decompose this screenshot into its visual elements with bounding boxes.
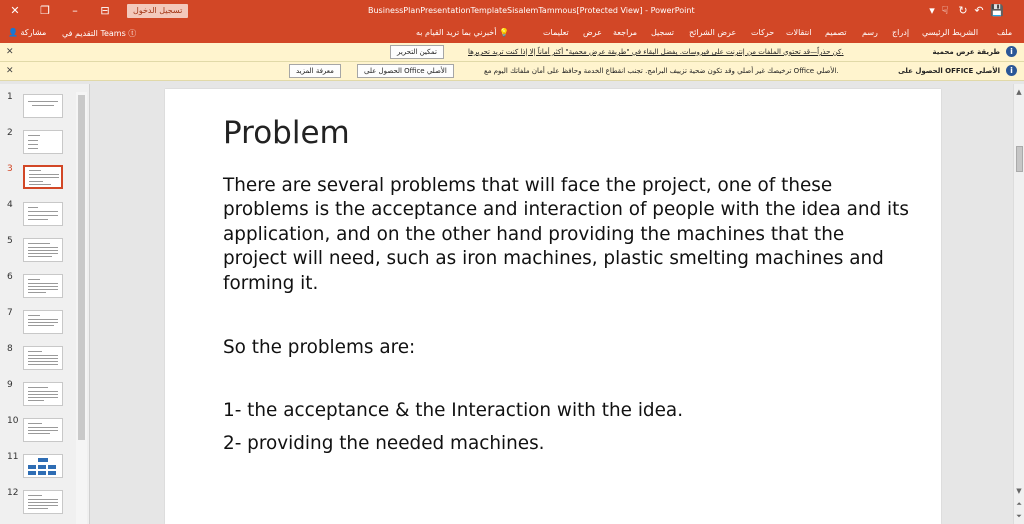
slide-thumbnail[interactable] <box>23 94 63 118</box>
customize-toolbar-icon[interactable]: ▾ <box>929 4 935 17</box>
tab-home[interactable]: الشريط الرئيسي <box>922 28 979 37</box>
tab-insert[interactable]: إدراج <box>892 28 910 37</box>
vertical-scrollbar[interactable] <box>1013 84 1024 524</box>
tab-record[interactable]: تسجيل <box>651 28 674 37</box>
scroll-up-arrow-icon[interactable]: ▲ <box>1016 88 1022 96</box>
learn-more-button[interactable]: معرفة المزيد <box>289 64 341 78</box>
enable-editing-button[interactable]: تمكين التحرير <box>390 45 444 59</box>
slide-thumbnail[interactable] <box>23 310 63 334</box>
scrollbar-thumb[interactable] <box>78 95 85 440</box>
slide-number: 11 <box>7 452 19 462</box>
window-title: BusinessPlanPresentationTemplateSisalemTammous[Protected View] - PowerPoint <box>368 6 695 15</box>
protected-view-message[interactable]: كن حذراً—قد تحتوي الملفات من إنترنت على فيروسات. يفضل البقاء في "طريقة عرض محمية" أكثر أماناً إلا إذا كنت تريد تحريرها. <box>468 48 844 56</box>
thumbnails-scrollbar[interactable] <box>76 92 87 524</box>
minimize-window-icon[interactable]: – <box>72 4 78 17</box>
protected-view-bar <box>0 43 1024 62</box>
genuine-office-heading: الحصول على OFFICE الأصلي <box>898 67 1000 75</box>
tab-review[interactable]: مراجعة <box>613 28 638 37</box>
redo-icon[interactable]: ↻ <box>958 4 968 17</box>
genuine-office-bar <box>0 62 1024 81</box>
get-genuine-office-button[interactable]: الحصول على Office الأصلي <box>357 64 454 78</box>
undo-icon[interactable]: ↶ <box>974 4 984 17</box>
touch-mode-icon[interactable]: ☟ <box>941 4 949 17</box>
tell-me-search[interactable]: أخبرني بما تريد القيام به 💡 <box>416 28 509 37</box>
slide-number: 3 <box>7 164 13 174</box>
slide-number: 6 <box>7 272 13 282</box>
slide-number: 10 <box>7 416 19 426</box>
tab-draw[interactable]: رسم <box>862 28 878 37</box>
scroll-down-arrow-icon[interactable]: ▼ <box>1016 487 1022 495</box>
info-icon: i <box>1006 65 1017 76</box>
slide-thumbnail-active[interactable] <box>23 165 63 189</box>
slide-list-item-2[interactable]: 2- providing the needed machines. <box>223 433 545 454</box>
restore-window-icon[interactable]: ❐ <box>40 4 50 17</box>
title-bar <box>0 0 1024 23</box>
tab-file[interactable]: ملف <box>997 28 1013 37</box>
slide-number: 9 <box>7 380 13 390</box>
tab-animations[interactable]: حركات <box>751 28 775 37</box>
tab-transitions[interactable]: انتقالات <box>786 28 812 37</box>
close-icon[interactable]: ✕ <box>6 66 14 76</box>
tab-slideshow[interactable]: عرض الشرائح <box>689 28 737 37</box>
tab-view[interactable]: عرض <box>583 28 602 37</box>
save-icon[interactable]: 💾 <box>990 4 1004 17</box>
slide-number: 12 <box>7 488 19 498</box>
slide-thumbnail[interactable] <box>23 382 63 406</box>
slide-thumbnail[interactable] <box>23 418 63 442</box>
slide-number: 5 <box>7 236 13 246</box>
slide-thumbnail[interactable] <box>23 454 63 478</box>
share-button[interactable]: 👤 مشاركة <box>8 28 47 37</box>
tab-help[interactable]: تعليمات <box>543 28 569 37</box>
slide-thumbnail[interactable] <box>23 202 63 226</box>
slide-number: 4 <box>7 200 13 210</box>
slide-title[interactable]: Problem <box>223 115 350 151</box>
slide-number: 2 <box>7 128 13 138</box>
next-slide-icon[interactable]: ⏷ <box>1016 512 1022 520</box>
scrollbar-thumb[interactable] <box>1016 146 1023 172</box>
present-in-teams-button[interactable]: التقديم في Teams ⓣ <box>62 29 137 38</box>
slide-list-intro[interactable]: So the problems are: <box>223 337 416 358</box>
close-window-icon[interactable]: ✕ <box>10 4 20 17</box>
ribbon-display-options-icon[interactable]: ⊟ <box>100 4 110 17</box>
slide-thumbnail[interactable] <box>23 490 63 514</box>
protected-view-heading: طريقة عرض محمية <box>932 48 1000 56</box>
slide-number: 1 <box>7 92 13 102</box>
info-icon: i <box>1006 46 1017 57</box>
slide-canvas[interactable] <box>165 89 941 524</box>
lightbulb-icon: 💡 <box>499 28 509 37</box>
slide-number: 7 <box>7 308 13 318</box>
slide-list-item-1[interactable]: 1- the acceptance & the Interaction with the idea. <box>223 400 684 421</box>
slide-thumbnail[interactable] <box>23 274 63 298</box>
ribbon-tabs <box>0 23 1024 43</box>
slide-thumbnail[interactable] <box>23 130 63 154</box>
tab-design[interactable]: تصميم <box>825 28 847 37</box>
sign-in-button[interactable]: تسجيل الدخول <box>127 4 188 18</box>
previous-slide-icon[interactable]: ⏶ <box>1016 500 1022 508</box>
genuine-office-message: ترخيصك غير أصلي وقد تكون ضحية تزييف البرامج. تجنب انقطاع الخدمة وحافظ على أمان ملفاتك اليوم مع Office الأصلي. <box>484 67 839 75</box>
slide-body-text[interactable]: There are several problems that will face the project, one of these problems is the acceptance and interaction of people with the idea and its application, and on the other hand providing the machines that the project will need, such as iron machines, plastic smelting machines and forming it. <box>223 175 909 294</box>
slide-thumbnail[interactable] <box>23 238 63 262</box>
slide-thumbnail[interactable] <box>23 346 63 370</box>
slide-number: 8 <box>7 344 13 354</box>
close-icon[interactable]: ✕ <box>6 47 14 57</box>
